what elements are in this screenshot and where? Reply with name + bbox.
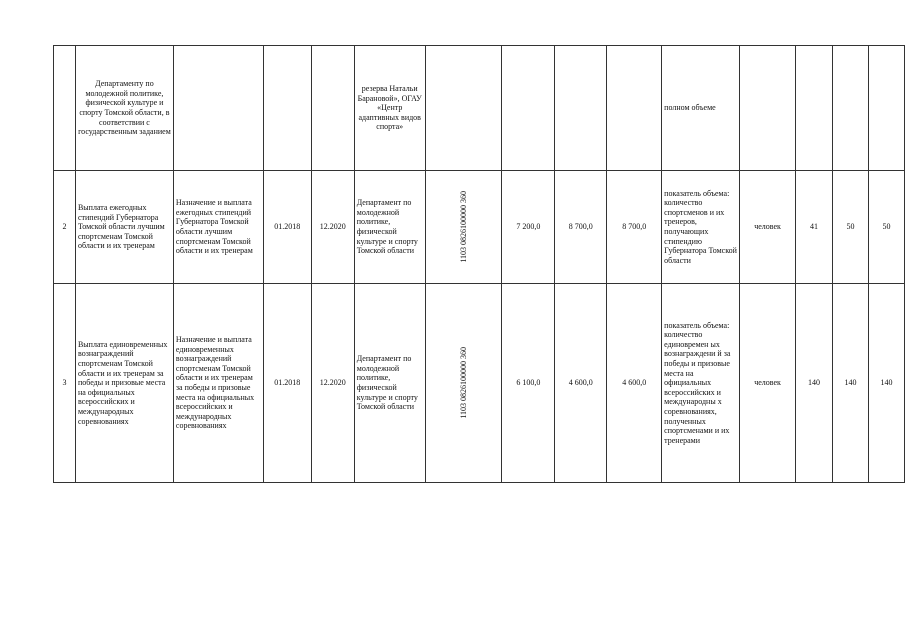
funding-year3-cell (607, 46, 662, 171)
budget-code-cell (425, 284, 502, 483)
activity-name-cell: Департаменту по молодежной политике, физической культуре и спорту Томской области, в соответствии с государственным заданием (75, 46, 173, 171)
table-row (54, 46, 905, 171)
start-date-cell: 01.2018 (263, 171, 311, 284)
program-activities-table (53, 45, 905, 483)
budget-code-cell (425, 46, 502, 171)
measure-cell: Назначение и выплата ежегодных стипендий Губернатора Томской области лучшим спортсменам Томской области и их тренерам (173, 171, 263, 284)
end-date-cell: 12.2020 (311, 284, 354, 483)
indicator-year2-cell: 50 (833, 171, 869, 284)
indicator-year2-cell: 140 (833, 284, 869, 483)
indicator-cell: показатель объема: количество единовремен ых вознаграждени й за победы и призовые места на официальных всероссийских и международны х соревнованиях, полученных спортсменами и их тренерами (662, 284, 740, 483)
budget-code-text: 1103 0826100000 360 (458, 347, 468, 419)
indicator-cell: полном объеме (662, 46, 740, 171)
indicator-year1-cell: 41 (796, 171, 833, 284)
activity-name-cell: Выплата ежегодных стипендий Губернатора Томской области лучшим спортсменам Томской области и их тренерам (75, 171, 173, 284)
measure-cell: Назначение и выплата единовременных вознаграждений спортсменам Томской области и их тренерам за победы и призовые места на официальных всероссийских и международных соревнованиях (173, 284, 263, 483)
row-number-cell: 3 (54, 284, 76, 483)
row-number-cell: 2 (54, 171, 76, 284)
indicator-year1-cell: 140 (796, 284, 833, 483)
funding-year2-cell: 4 600,0 (555, 284, 607, 483)
funding-year2-cell (555, 46, 607, 171)
indicator-year2-cell (833, 46, 869, 171)
end-date-cell: 12.2020 (311, 171, 354, 284)
table-row (54, 171, 905, 284)
funding-year1-cell (502, 46, 555, 171)
indicator-year3-cell: 50 (868, 171, 904, 284)
executor-cell: Департамент по молодежной политике, физической культуре и спорту Томской области (354, 284, 425, 483)
indicator-year3-cell: 140 (868, 284, 904, 483)
start-date-cell: 01.2018 (263, 284, 311, 483)
executor-cell: Департамент по молодежной политике, физической культуре и спорту Томской области (354, 171, 425, 284)
activity-name-cell: Выплата единовременных вознаграждений спортсменам Томской области и их тренерам за победы и призовые места на официальных всероссийских и международных соревнованиях (75, 284, 173, 483)
table-row (54, 284, 905, 483)
end-date-cell (311, 46, 354, 171)
indicator-year1-cell (796, 46, 833, 171)
indicator-year3-cell (868, 46, 904, 171)
measure-cell (173, 46, 263, 171)
start-date-cell (263, 46, 311, 171)
funding-year3-cell: 8 700,0 (607, 171, 662, 284)
row-number-cell (54, 46, 76, 171)
funding-year1-cell: 6 100,0 (502, 284, 555, 483)
unit-cell: человек (740, 284, 796, 483)
budget-code-cell (425, 171, 502, 284)
executor-cell: резерва Натальи Барановой», ОГАУ «Центр адаптивных видов спорта» (354, 46, 425, 171)
funding-year3-cell: 4 600,0 (607, 284, 662, 483)
indicator-cell: показатель объема: количество спортсменов и их тренеров, получающих стипендию Губернатора Томской области (662, 171, 740, 284)
unit-cell: человек (740, 171, 796, 284)
funding-year1-cell: 7 200,0 (502, 171, 555, 284)
funding-year2-cell: 8 700,0 (555, 171, 607, 284)
unit-cell (740, 46, 796, 171)
budget-code-text: 1103 0826100000 360 (458, 191, 468, 263)
